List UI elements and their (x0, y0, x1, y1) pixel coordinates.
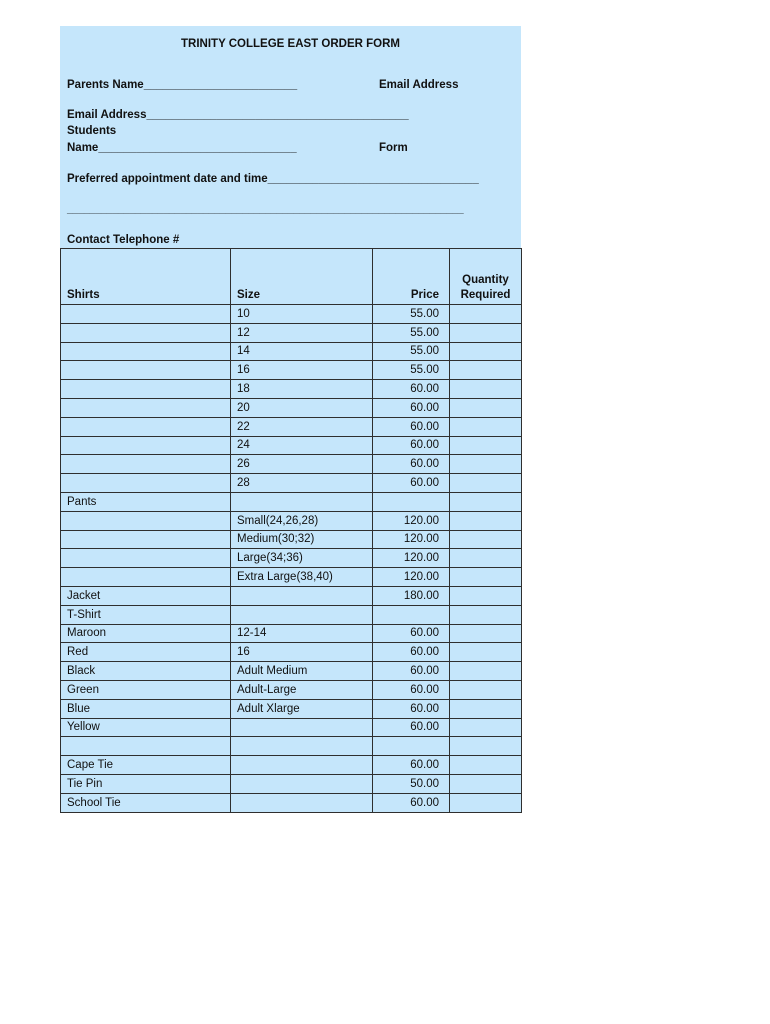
form-header (60, 26, 521, 248)
row-size-cell (231, 756, 373, 775)
row-price-cell: 120.00 (373, 568, 450, 587)
table-row (61, 568, 522, 587)
row-price-cell (373, 737, 450, 756)
row-price-cell: 60.00 (373, 699, 450, 718)
row-quantity-cell[interactable] (450, 699, 522, 718)
row-item-cell: Black (61, 662, 231, 681)
table-header-row (61, 249, 522, 305)
row-item-cell (61, 455, 231, 474)
row-quantity-cell[interactable] (450, 398, 522, 417)
row-item-cell (61, 474, 231, 493)
row-size-cell: 18 (231, 380, 373, 399)
row-quantity-cell[interactable] (450, 511, 522, 530)
row-price-cell: 120.00 (373, 549, 450, 568)
row-size-cell: 12 (231, 323, 373, 342)
table-row (61, 474, 522, 493)
row-size-cell: Medium(30;32) (231, 530, 373, 549)
row-size-cell: 16 (231, 643, 373, 662)
row-quantity-cell[interactable] (450, 718, 522, 737)
row-price-cell: 60.00 (373, 793, 450, 812)
row-item-cell: T-Shirt (61, 605, 231, 624)
row-item-cell: Cape Tie (61, 756, 231, 775)
form-title: TRINITY COLLEGE EAST ORDER FORM (181, 38, 400, 50)
row-quantity-cell[interactable] (450, 568, 522, 587)
row-quantity-cell[interactable] (450, 305, 522, 324)
header-quantity-required (450, 249, 522, 305)
order-form (60, 26, 521, 813)
row-quantity-cell[interactable] (450, 436, 522, 455)
table-row (61, 398, 522, 417)
row-size-cell (231, 586, 373, 605)
row-price-cell: 55.00 (373, 305, 450, 324)
row-size-cell: 24 (231, 436, 373, 455)
row-size-cell: 14 (231, 342, 373, 361)
row-item-cell: Red (61, 643, 231, 662)
row-item-cell (61, 361, 231, 380)
row-size-cell: 20 (231, 398, 373, 417)
row-item-cell (61, 323, 231, 342)
header-size: Size (231, 249, 373, 305)
students-label: Students (67, 125, 117, 137)
row-item-cell (61, 549, 231, 568)
row-item-cell: Blue (61, 699, 231, 718)
row-quantity-cell[interactable] (450, 774, 522, 793)
preferred-appointment-field[interactable]: Preferred appointment date and time_________________________________ (67, 173, 479, 185)
row-item-cell: Green (61, 680, 231, 699)
row-price-cell: 60.00 (373, 436, 450, 455)
header-price: Price (373, 249, 450, 305)
table-row (61, 756, 522, 775)
row-quantity-cell[interactable] (450, 549, 522, 568)
row-price-cell: 60.00 (373, 624, 450, 643)
row-size-cell (231, 793, 373, 812)
table-row (61, 643, 522, 662)
row-price-cell: 60.00 (373, 417, 450, 436)
row-price-cell: 50.00 (373, 774, 450, 793)
table-row (61, 417, 522, 436)
row-price-cell: 60.00 (373, 474, 450, 493)
row-size-cell (231, 718, 373, 737)
row-size-cell: Adult-Large (231, 680, 373, 699)
table-row (61, 455, 522, 474)
row-item-cell (61, 737, 231, 756)
form-label: Form (379, 142, 408, 154)
row-item-cell (61, 568, 231, 587)
row-price-cell (373, 492, 450, 511)
students-name-field[interactable]: Name_______________________________ (67, 142, 297, 154)
row-item-cell (61, 436, 231, 455)
row-price-cell: 55.00 (373, 323, 450, 342)
row-size-cell (231, 774, 373, 793)
row-quantity-cell[interactable] (450, 586, 522, 605)
row-quantity-cell[interactable] (450, 624, 522, 643)
email-address-label: Email Address (379, 79, 459, 91)
row-price-cell: 60.00 (373, 398, 450, 417)
row-quantity-cell[interactable] (450, 605, 522, 624)
row-item-cell: Yellow (61, 718, 231, 737)
table-row (61, 323, 522, 342)
table-row (61, 511, 522, 530)
table-row (61, 605, 522, 624)
table-row (61, 492, 522, 511)
row-size-cell: 28 (231, 474, 373, 493)
header-quantity: Quantity (462, 274, 509, 286)
row-price-cell (373, 605, 450, 624)
row-quantity-cell[interactable] (450, 680, 522, 699)
row-size-cell: Small(24,26,28) (231, 511, 373, 530)
row-quantity-cell[interactable] (450, 643, 522, 662)
row-price-cell: 120.00 (373, 530, 450, 549)
row-price-cell: 60.00 (373, 756, 450, 775)
row-price-cell: 55.00 (373, 342, 450, 361)
table-row (61, 624, 522, 643)
row-price-cell: 60.00 (373, 643, 450, 662)
row-price-cell: 120.00 (373, 511, 450, 530)
row-size-cell: 12-14 (231, 624, 373, 643)
row-quantity-cell[interactable] (450, 793, 522, 812)
row-size-cell: 16 (231, 361, 373, 380)
row-quantity-cell[interactable] (450, 492, 522, 511)
row-quantity-cell[interactable] (450, 380, 522, 399)
row-quantity-cell[interactable] (450, 342, 522, 361)
row-price-cell: 55.00 (373, 361, 450, 380)
row-quantity-cell[interactable] (450, 417, 522, 436)
row-quantity-cell[interactable] (450, 737, 522, 756)
row-item-cell: Pants (61, 492, 231, 511)
row-size-cell: Large(34;36) (231, 549, 373, 568)
row-item-cell (61, 530, 231, 549)
row-size-cell: 22 (231, 417, 373, 436)
row-item-cell: School Tie (61, 793, 231, 812)
row-size-cell: Adult Xlarge (231, 699, 373, 718)
header-shirts: Shirts (61, 249, 231, 305)
row-size-cell: Extra Large(38,40) (231, 568, 373, 587)
row-item-cell: Tie Pin (61, 774, 231, 793)
table-row (61, 586, 522, 605)
row-item-cell: Maroon (61, 624, 231, 643)
email-address-field[interactable]: Email Address_________________________________________ (67, 109, 409, 121)
row-price-cell: 60.00 (373, 718, 450, 737)
row-price-cell: 60.00 (373, 680, 450, 699)
row-quantity-cell[interactable] (450, 361, 522, 380)
table-row (61, 380, 522, 399)
table-row (61, 549, 522, 568)
row-size-cell (231, 605, 373, 624)
parents-name-field[interactable]: Parents Name________________________ (67, 79, 298, 91)
table-row (61, 436, 522, 455)
row-price-cell: 60.00 (373, 380, 450, 399)
table-row (61, 305, 522, 324)
table-row (61, 662, 522, 681)
row-size-cell: 10 (231, 305, 373, 324)
table-row (61, 699, 522, 718)
row-quantity-cell[interactable] (450, 474, 522, 493)
blank-line-field[interactable]: ______________________________________________________________________ (67, 204, 464, 215)
table-row (61, 774, 522, 793)
row-quantity-cell[interactable] (450, 662, 522, 681)
row-item-cell (61, 305, 231, 324)
row-size-cell: 26 (231, 455, 373, 474)
table-row (61, 361, 522, 380)
row-item-cell (61, 342, 231, 361)
row-item-cell (61, 380, 231, 399)
order-table (60, 248, 522, 813)
row-quantity-cell[interactable] (450, 323, 522, 342)
row-item-cell: Jacket (61, 586, 231, 605)
row-size-cell (231, 492, 373, 511)
row-quantity-cell[interactable] (450, 530, 522, 549)
row-item-cell (61, 398, 231, 417)
row-quantity-cell[interactable] (450, 756, 522, 775)
table-row (61, 793, 522, 812)
contact-telephone-label: Contact Telephone # (67, 234, 180, 246)
table-row (61, 718, 522, 737)
row-item-cell (61, 417, 231, 436)
table-row (61, 680, 522, 699)
row-price-cell: 180.00 (373, 586, 450, 605)
row-price-cell: 60.00 (373, 455, 450, 474)
table-row (61, 342, 522, 361)
row-quantity-cell[interactable] (450, 455, 522, 474)
header-required: Required (460, 289, 511, 301)
row-item-cell (61, 511, 231, 530)
row-size-cell: Adult Medium (231, 662, 373, 681)
row-price-cell: 60.00 (373, 662, 450, 681)
row-size-cell (231, 737, 373, 756)
table-row (61, 737, 522, 756)
table-row (61, 530, 522, 549)
